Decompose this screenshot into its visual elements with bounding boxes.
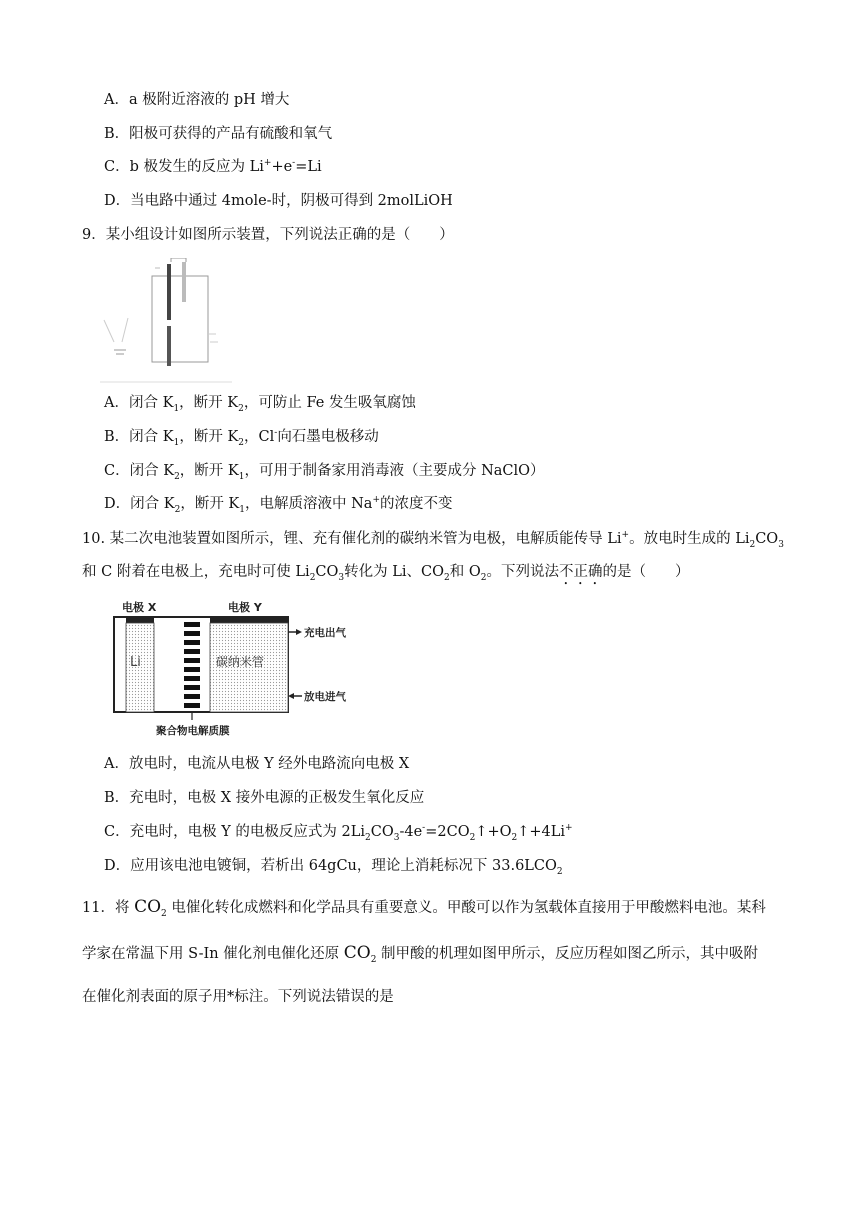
q8-option-a: A．a 极附近溶液的 pH 增大 [104,92,290,108]
label-discharge-gas-in: 放电进气 [304,691,346,703]
q9-option-c: C．闭合 $K_2$，断开 $K_1$，可用于制备家用消毒液（主要成分 NaClO） [104,463,545,482]
q9-option-a: A．闭合 $K_1$，断开 $K_2$，可防止 Fe 发生吸氧腐蚀 [104,395,416,414]
q9-option-b: B．闭合 $K_1$，断开 $K_2$，Cl-向石墨电极移动 [104,428,379,448]
label-carbon-nanotube: 碳纳米管 [216,655,265,669]
q10-battery-figure [110,600,360,745]
q11-line1: 11．将 $CO_2$ 电催化转化成燃料和化学品具有重要意义。甲酸可以作为氢载体直接用于甲酸燃料电池。某科 [82,897,766,919]
label-polymer-membrane: 聚合物电解质膜 [156,725,230,737]
q10-stem-line1: 10. 某二次电池装置如图所示，锂、充有催化剂的碳纳米管为电极，电解质能传导 Li+。放电时生成的 $Li_2CO_3$ [82,530,784,550]
q8-option-d: D．当电路中通过 4mole-时，阴极可得到 2molLiOH [104,193,453,209]
emphasis-not-correct: 不正确 [558,564,603,580]
q9-apparatus-figure [100,258,235,386]
q8-option-b: B．阳极可获得的产品有硫酸和氧气 [104,126,333,142]
q9-stem: 9．某小组设计如图所示装置，下列说法正确的是（ ） [82,227,454,243]
q10-option-a: A．放电时，电流从电极 Y 经外电路流向电极 X [104,756,410,772]
label-charge-gas-out: 充电出气 [304,627,346,639]
label-electrode-x: 电极 X [122,601,157,614]
label-electrode-y: 电极 Y [228,601,262,614]
q10-stem-line2: 和 C 附着在电极上，充电时可使 $Li_2CO_3$转化为 Li、$CO_2$和 $O_2$。下列说法不正确的是（ ） [82,564,690,583]
q10-option-b: B．充电时，电极 X 接外电源的正极发生氧化反应 [104,790,425,806]
q10-option-c: C．充电时，电极 Y 的电极反应式为 $2Li_2CO_3-4e^-=2CO_2↑+O_2↑+4Li^+$ [104,823,573,843]
q8-option-c: C．b 极发生的反应为 Li++e-=Li [104,158,322,175]
label-li: Li [130,655,141,670]
q11-line3: 在催化剂表面的原子用*标注。下列说法错误的是 [82,989,394,1005]
q11-line2: 学家在常温下用 S-In 催化剂电催化还原 $CO_2$ 制甲酸的机理如图甲所示，反应历程如图乙所示，其中吸附 [82,943,759,965]
q9-option-d: D．闭合 $K_2$，断开 $K_1$，电解质溶液中 Na+的浓度不变 [104,495,453,515]
q10-option-d: D．应用该电池电镀铜，若析出 64gCu，理论上消耗标况下 $33.6LCO_2$ [104,858,563,877]
